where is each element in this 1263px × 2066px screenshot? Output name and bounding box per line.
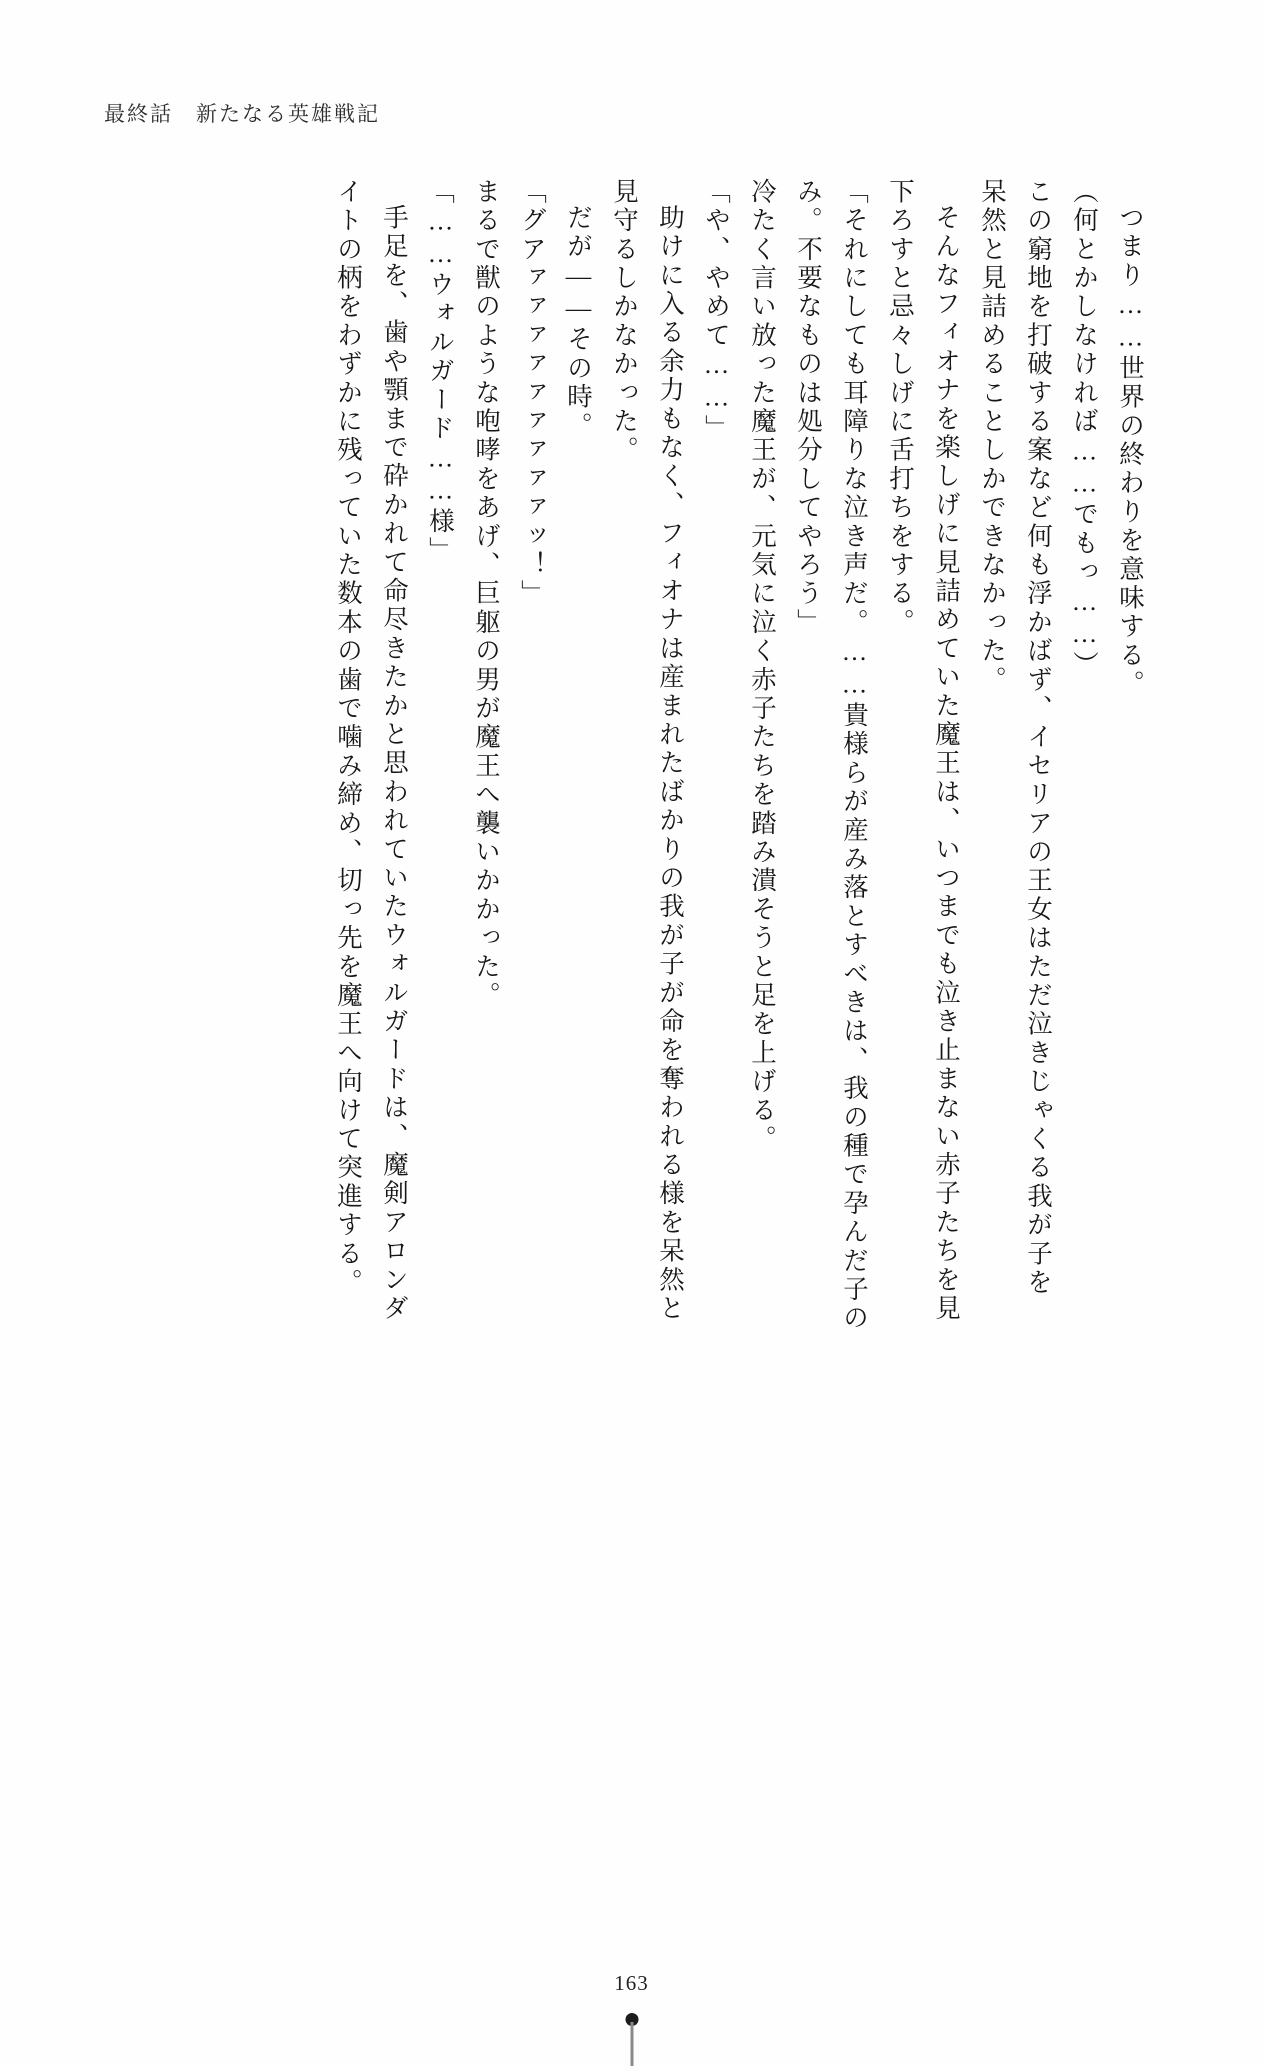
text-column: （何とかしなければ……でもっ……） [1070,178,1099,680]
running-head-chapter-title: 最終話 新たなる英雄戦記 [104,102,380,126]
text-column: つまり……世界の終わりを意味する。 [1116,204,1145,699]
text-column: 呆然と見詰めることしかできなかった。 [978,178,1007,695]
text-column: 下ろすと忌々しげに舌打ちをする。 [886,178,915,638]
text-column: 「グアァァァァァァァァァッ！」 [518,178,547,609]
text-column: み。不要なものは処分してやろう」 [794,178,823,638]
text-column: 見守るしかなかった。 [610,178,639,465]
text-column: 冷たく言い放った魔王が、元気に泣く赤子たちを踏み潰そうと足を上げる。 [748,178,777,1154]
text-column: まるで獣のような咆哮をあげ、巨躯の男が魔王へ襲いかかった。 [472,178,501,1011]
text-column: 手足を、歯や顎まで砕かれて命尽きたかと思われていたウォルガードは、魔剣アロンダ [380,204,409,1324]
text-column: 「や、やめて……」 [702,178,731,444]
text-column: 「……ウォルガード……様」 [426,178,455,566]
text-column: この窮地を打破する案など何も浮かばず、イセリアの王女はただ泣きじゃくる我が子を [1024,178,1053,1298]
vertical-text-body [315,178,1145,1333]
binding-rule-mark [630,2022,633,2066]
text-column: 「それにしても耳障りな泣き声だ。……貴様らが産み落とすべきは、我の種で孕んだ子の [840,178,869,1333]
text-column: だが――その時。 [564,204,593,441]
text-column: そんなフィオナを楽しげに見詰めていた魔王は、いつまでも泣き止まない赤子たちを見 [932,204,961,1324]
text-column: 助けに入る余力もなく、フィオナは産まれたばかりの我が子が命を奪われる様を呆然と [656,204,685,1324]
page-number: 163 [614,1971,649,1995]
text-column: イトの柄をわずかに残っていた数本の歯で噛み締め、切っ先を魔王へ向けて突進する。 [334,178,363,1298]
